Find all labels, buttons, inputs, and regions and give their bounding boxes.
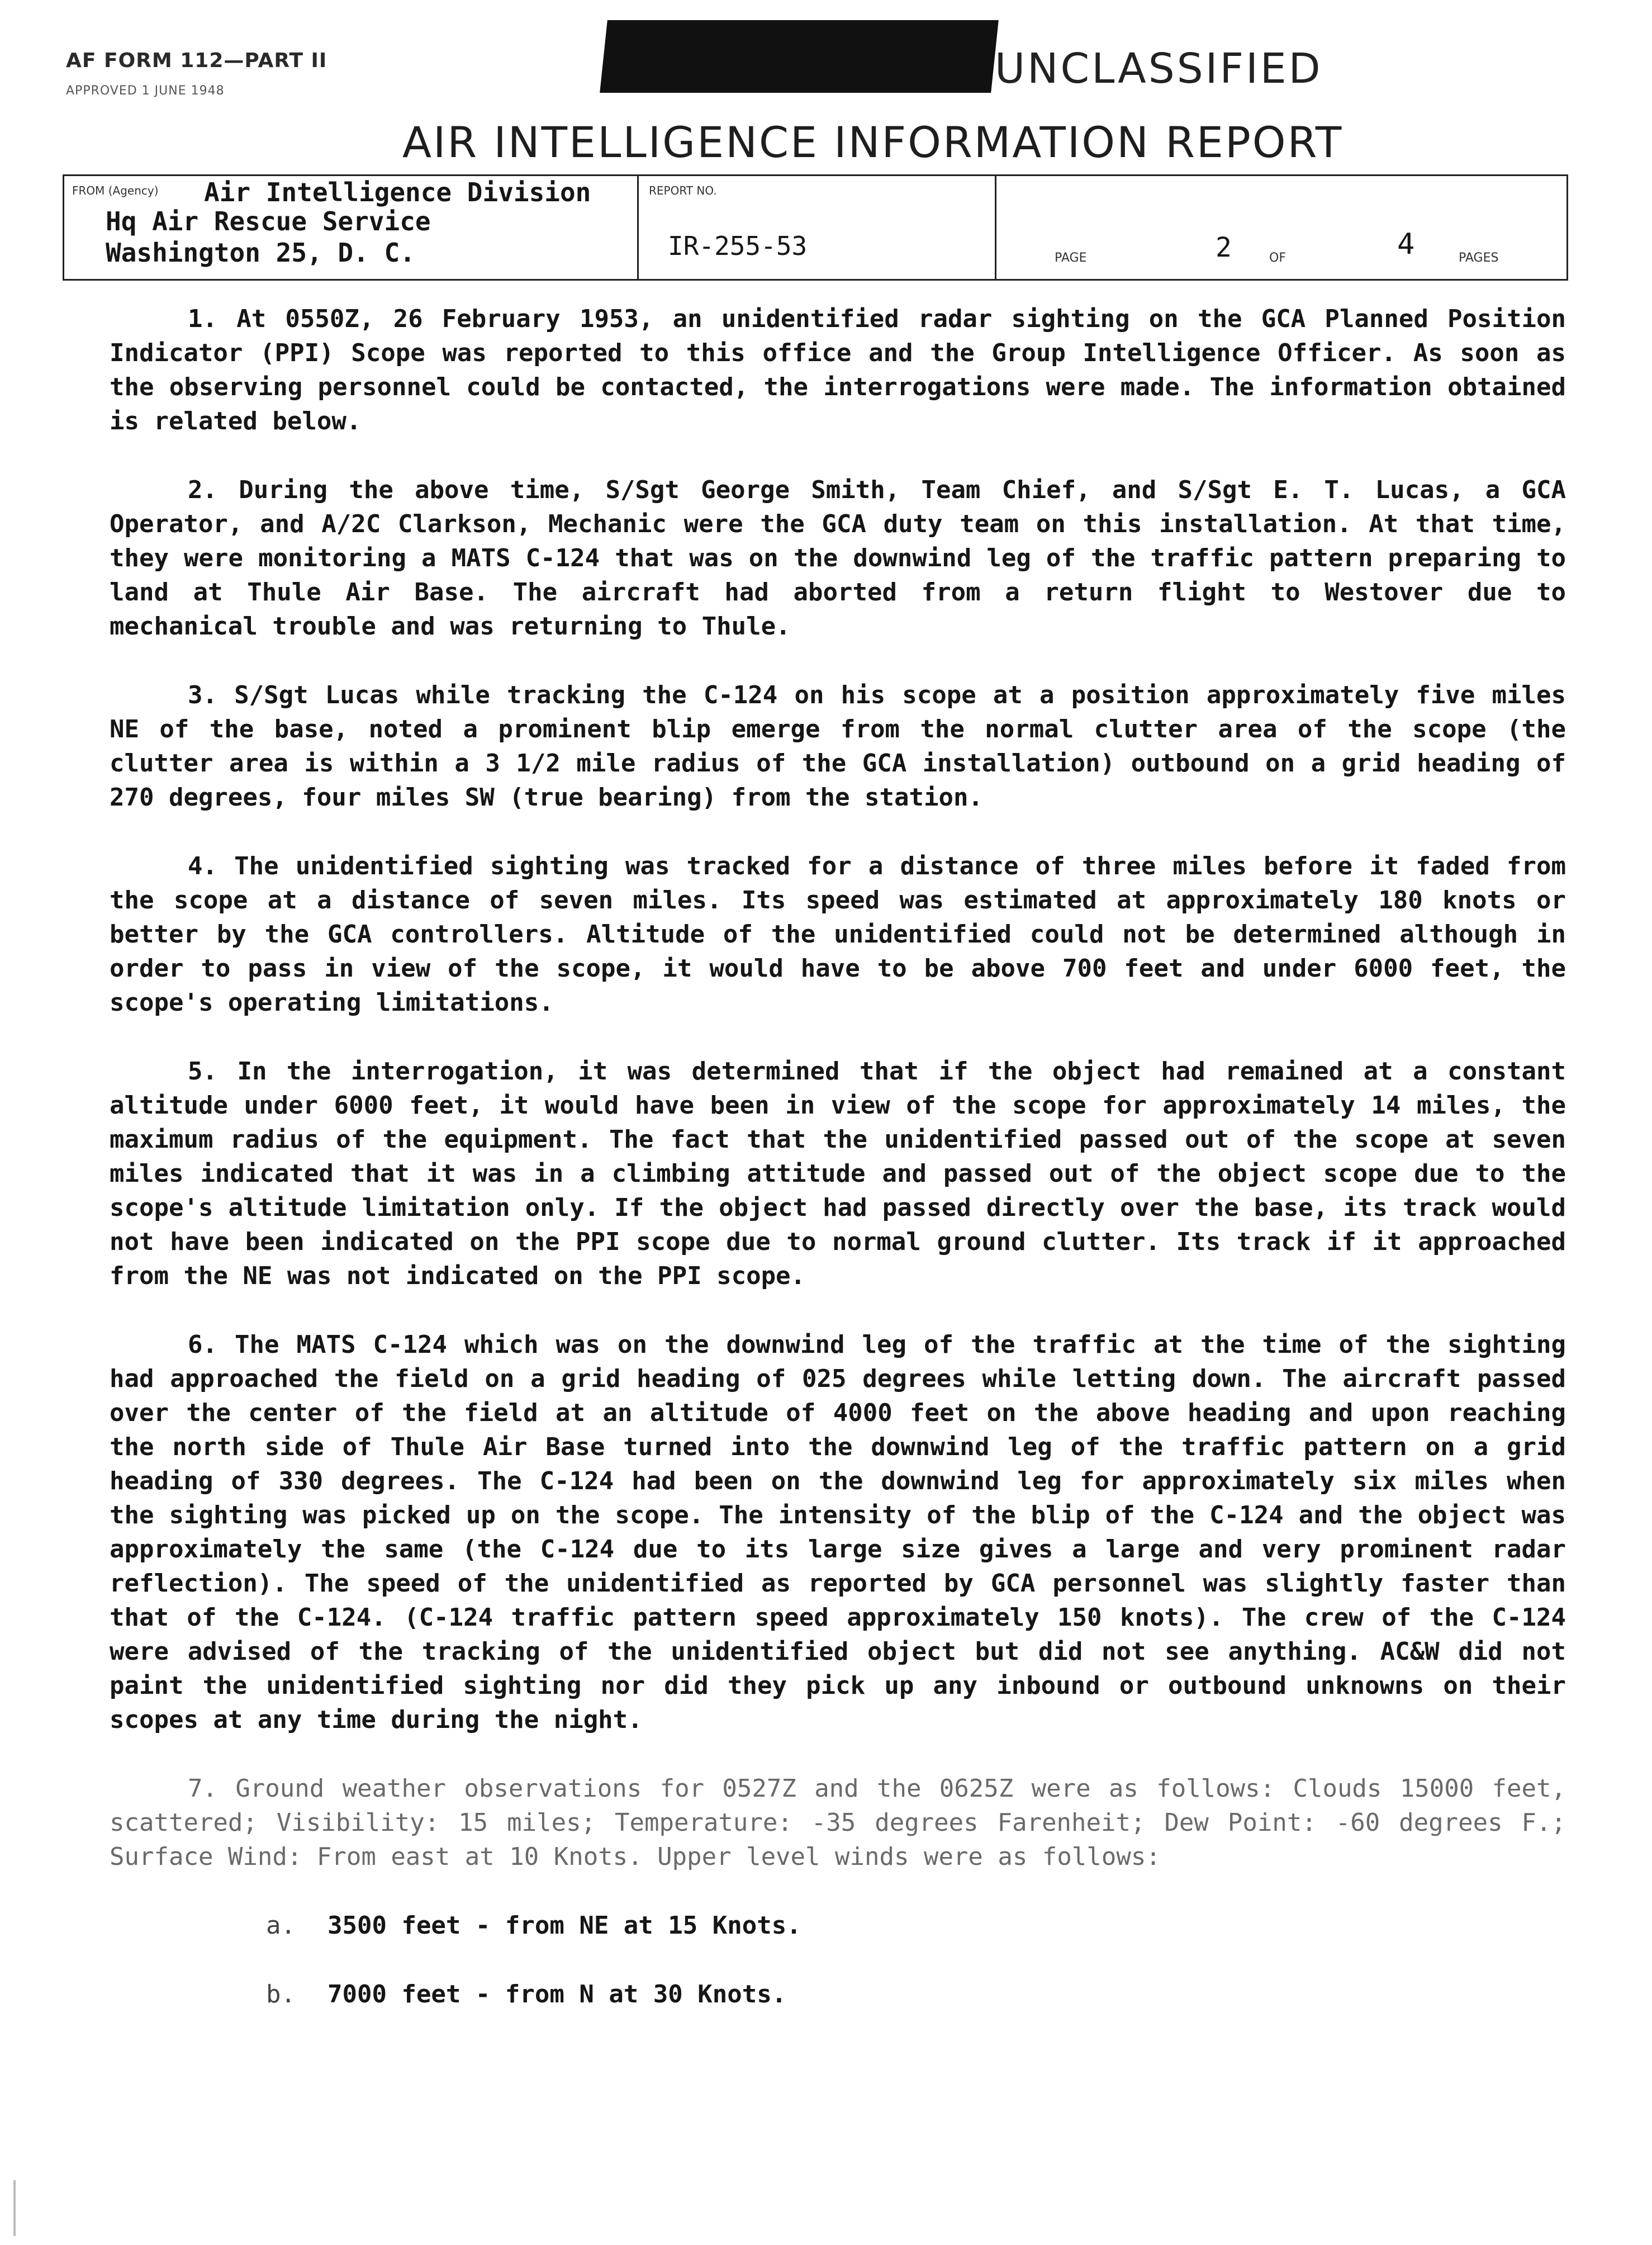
form-id: AF FORM 112—PART II xyxy=(66,49,327,72)
binder-mark xyxy=(13,2180,16,2236)
page-number: 2 xyxy=(1216,232,1232,263)
report-body xyxy=(110,302,1566,2046)
wind-item-text: 3500 feet - from NE at 15 Knots. xyxy=(327,1911,801,1940)
header-box-divider xyxy=(995,176,996,279)
wind-item-letter: a. xyxy=(266,1911,296,1940)
paragraph-6: 6. The MATS C-124 which was on the downwind leg of the traffic at the time of the sighting had approached the field on a grid heading of 025 degrees while letting down. The aircraft passed over the center of the field at an altitude of 4000 feet on the above heading and upon reaching the north side of Thule Air Base turned into the downwind leg of the traffic pattern on a grid heading of 330 degrees. The C-124 had been on the downwind leg for approximately six miles when the sighting was picked up on the scope. The intensity of the blip of the C-124 and the object was approximately the same (the C-124 due to its large size gives a large and very prominent radar reflection). The speed of the unidentified as reported by GCA personnel was slightly faster than that of the C-124. (C-124 traffic pattern speed approximately 150 knots). The crew of the C-124 were advised of the tracking of the unidentified object but did not see anything. AC&W did not paint the unidentified sighting nor did they pick up any inbound or outbound unknowns on their scopes at any time during the night. xyxy=(110,1330,1566,1734)
of-caption: OF xyxy=(1269,251,1286,265)
paragraph-1: 1. At 0550Z, 26 February 1953, an unidentified radar sighting on the GCA Planned Position Indicator (PPI) Scope was reported to this office and the Group Intelligence Officer. As soon as the observing personnel could be contacted, the interrogations were made. The information obtained is related below. xyxy=(110,305,1566,435)
report-no-caption: REPORT NO. xyxy=(649,184,717,197)
paragraph-5: 5. In the interrogation, it was determined that if the object had remained at a constant altitude under 6000 feet, it would have been in view of the scope for approximately 14 miles, the maximum radius of the equipment. The fact that the unidentified passed out of the scope at seven miles indicated that it was in a climbing attitude and passed out of the object scope due to the scope's altitude limitation only. If the object had passed directly over the base, its track would not have been indicated on the PPI scope due to normal ground clutter. Its track if it approached from the NE was not indicated on the PPI scope. xyxy=(110,1057,1566,1290)
header-box-divider xyxy=(637,176,639,279)
page-caption: PAGE xyxy=(1055,251,1087,265)
classification-marking: UNCLASSIFIED xyxy=(995,45,1323,93)
from-agency-line: Washington 25, D. C. xyxy=(106,238,415,268)
wind-item xyxy=(110,1908,1566,1943)
redaction-block xyxy=(600,20,999,93)
document-title: AIR INTELLIGENCE INFORMATION REPORT xyxy=(402,117,1344,167)
page-total: 4 xyxy=(1397,228,1415,261)
paragraph-3: 3. S/Sgt Lucas while tracking the C-124 on his scope at a position approximately five miles NE of the base, noted a prominent blip emerge from the normal clutter area of the scope (the clutter area is within a 3 1/2 mile radius of the GCA installation) outbound on a grid heading of 270 degrees, four miles SW (true bearing) from the station. xyxy=(110,681,1566,812)
paragraph-4: 4. The unidentified sighting was tracked for a distance of three miles before it faded from the scope at a distance of seven miles. Its speed was estimated at approximately 180 knots or better by the GCA controllers. Altitude of the unidentified could not be determined although in order to pass in view of the scope, it would have to be above 700 feet and under 6000 feet, the scope's operating limitations. xyxy=(110,852,1566,1017)
pages-caption: PAGES xyxy=(1459,251,1499,265)
paragraph-7: 7. Ground weather observations for 0527Z and the 0625Z were as follows: Clouds 15000 feet, scattered; Visibility: 15 miles; Temperature: -35 degrees Farenheit; Dew Point: -60 degrees F.; Surface Wind: From east at 10 Knots. Upper level winds were as follows: xyxy=(110,1774,1566,1871)
paragraph-2: 2. During the above time, S/Sgt George Smith, Team Chief, and S/Sgt E. T. Lucas, a GCA Operator, and A/2C Clarkson, Mechanic were the GCA duty team on this installation. At that time, they were monitoring a MATS C-124 that was on the downwind leg of the traffic pattern preparing to land at Thule Air Base. The aircraft had aborted from a return flight to Westover due to mechanical trouble and was returning to Thule. xyxy=(110,476,1566,641)
report-number: IR-255-53 xyxy=(668,231,808,261)
wind-item-letter: b. xyxy=(266,1980,296,2009)
from-agency-line: Hq Air Rescue Service xyxy=(106,206,431,236)
from-caption: FROM (Agency) xyxy=(72,184,159,197)
wind-item-text: 7000 feet - from N at 30 Knots. xyxy=(327,1980,787,2009)
from-agency-line: Air Intelligence Division xyxy=(204,177,591,207)
wind-item xyxy=(110,1977,1566,2011)
report-header-box xyxy=(63,174,1568,281)
form-approved-date: APPROVED 1 JUNE 1948 xyxy=(66,84,225,98)
